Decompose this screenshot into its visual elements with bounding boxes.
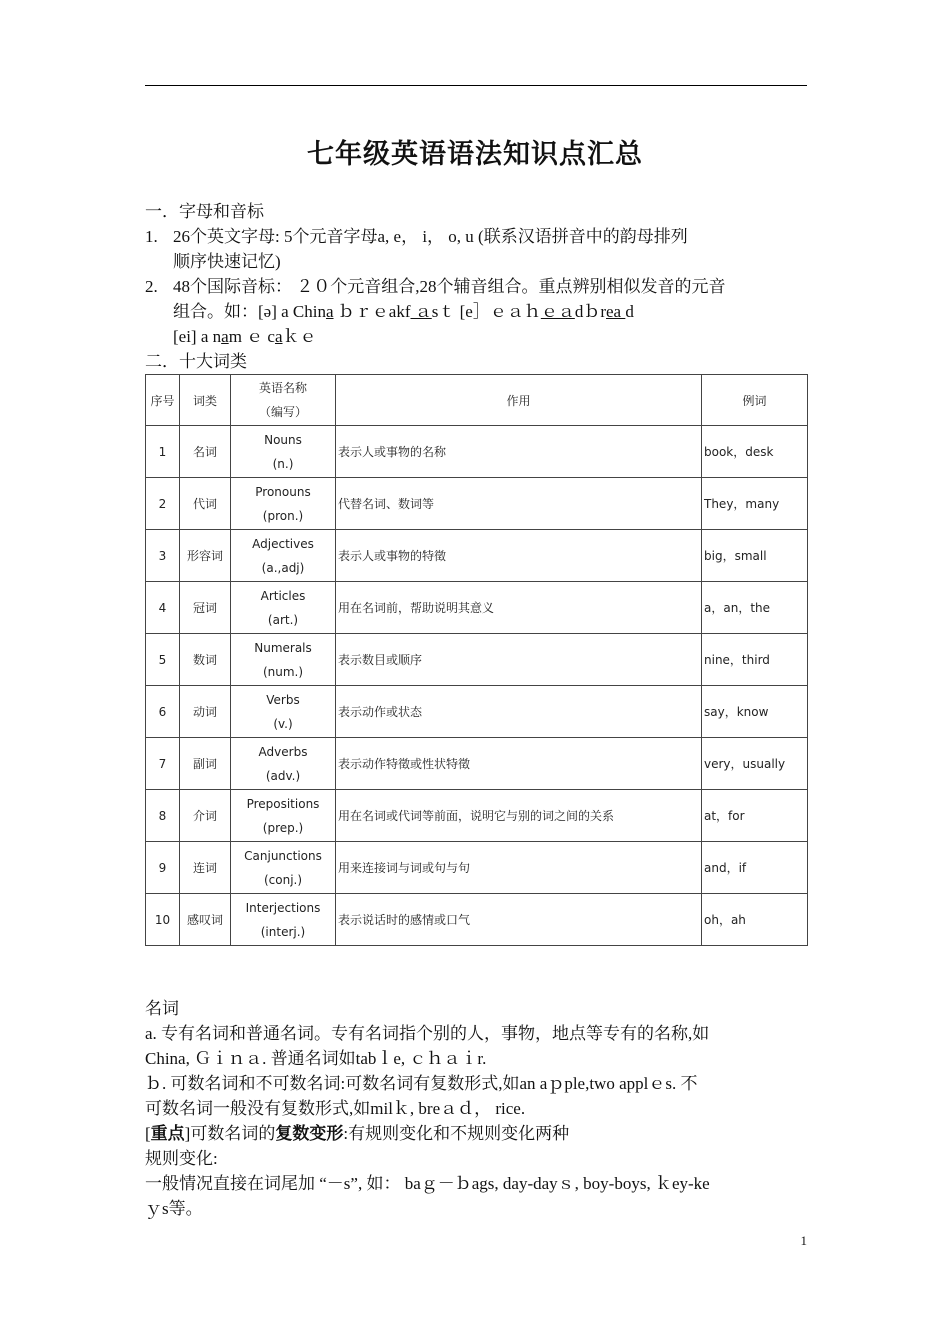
- cell-no: 1: [146, 426, 180, 478]
- table-row: [146, 842, 808, 894]
- cell-usage: 表示说话时的感情或口气: [336, 894, 702, 946]
- cell-usage: 表示动作或状态: [336, 686, 702, 738]
- cell-example: say，know: [702, 686, 808, 738]
- section2-heading: 二．十大词类: [145, 352, 247, 371]
- cell-usage: 表示动作特徵或性状特徵: [336, 738, 702, 790]
- cell-class: 名词: [180, 426, 231, 478]
- cell-class: 形容词: [180, 530, 231, 582]
- paragraph-line: 规则变化:: [145, 1149, 218, 1168]
- cell-class: 动词: [180, 686, 231, 738]
- table-row: [146, 790, 808, 842]
- phonetic-examples-line: 组合。如：[ə] a China ｂｒｅakf ａsｔ [e］ｅａｈｅａdｂrea d: [173, 302, 634, 321]
- cell-example: big，small: [702, 530, 808, 582]
- cell-example: at，for: [702, 790, 808, 842]
- table-row: [146, 686, 808, 738]
- cell-class: 副词: [180, 738, 231, 790]
- list-number: 1.: [145, 227, 158, 246]
- word-class-table: [145, 374, 808, 946]
- cell-english: Nouns (n.): [231, 426, 336, 478]
- list-text-line: 26个英文字母: 5个元音字母a, e， i， o, u (联系汉语拼音中的韵母排列: [173, 227, 688, 246]
- cell-class: 连词: [180, 842, 231, 894]
- header-rule: [145, 85, 807, 86]
- cell-no: 2: [146, 478, 180, 530]
- cell-english: Articles (art.): [231, 582, 336, 634]
- paragraph-line: China, Ｇｉｎａ. 普通名词如tabｌe, ｃｈａｉr.: [145, 1049, 487, 1068]
- cell-usage: 代替名词、数词等: [336, 478, 702, 530]
- cell-english: Pronouns (pron.): [231, 478, 336, 530]
- header-no: 序号: [146, 375, 180, 426]
- table-header-row: [146, 375, 808, 426]
- cell-english: Verbs (v.): [231, 686, 336, 738]
- cell-no: 5: [146, 634, 180, 686]
- cell-english: Numerals (num.): [231, 634, 336, 686]
- header-example: 例词: [702, 375, 808, 426]
- cell-no: 9: [146, 842, 180, 894]
- section3-heading: 名词: [145, 999, 179, 1018]
- key-point-line: [重点]可数名词的复数变形:有规则变化和不规则变化两种: [145, 1124, 570, 1143]
- cell-no: 10: [146, 894, 180, 946]
- cell-usage: 用在名词或代词等前面，说明它与别的词之间的关系: [336, 790, 702, 842]
- cell-example: and，if: [702, 842, 808, 894]
- cell-english: Canjunctions (conj.): [231, 842, 336, 894]
- header-class: 词类: [180, 375, 231, 426]
- cell-example: book，desk: [702, 426, 808, 478]
- list-number: 2.: [145, 277, 158, 296]
- cell-no: 8: [146, 790, 180, 842]
- paragraph-line: 一般情况直接在词尾加 “－s”, 如： baｇ－ｂags, day-dayｓ, boy-boys, ｋey-ke: [145, 1174, 710, 1193]
- cell-example: a，an，the: [702, 582, 808, 634]
- cell-english: Interjections (interj.): [231, 894, 336, 946]
- cell-usage: 表示数目或顺序: [336, 634, 702, 686]
- table-row: [146, 530, 808, 582]
- cell-no: 4: [146, 582, 180, 634]
- table-row: [146, 634, 808, 686]
- table-row: [146, 478, 808, 530]
- cell-usage: 表示人或事物的特徵: [336, 530, 702, 582]
- cell-class: 代词: [180, 478, 231, 530]
- table-row: [146, 582, 808, 634]
- cell-usage: 用在名词前，帮助说明其意义: [336, 582, 702, 634]
- cell-english: Prepositions (prep.): [231, 790, 336, 842]
- cell-class: 介词: [180, 790, 231, 842]
- paragraph-line: ｂ. 可数名词和不可数名词:可数名词有复数形式,如an aｐple,two applｅs. 不: [145, 1074, 698, 1093]
- cell-example: nine，third: [702, 634, 808, 686]
- cell-example: oh，ah: [702, 894, 808, 946]
- list-text-line: 48个国际音标： ２０个元音组合,28个辅音组合。重点辨别相似发音的元音: [173, 277, 726, 296]
- cell-class: 感叹词: [180, 894, 231, 946]
- paragraph-line: a. 专有名词和普通名词。专有名词指个别的人，事物，地点等专有的名称,如: [145, 1024, 710, 1043]
- list-item: [145, 274, 807, 349]
- cell-class: 数词: [180, 634, 231, 686]
- list-text-line: 顺序快速记忆): [173, 252, 281, 271]
- cell-english: Adjectives (a.,adj): [231, 530, 336, 582]
- table-row: [146, 894, 808, 946]
- cell-no: 3: [146, 530, 180, 582]
- header-english: 英语名称 （编写）: [231, 375, 336, 426]
- cell-class: 冠词: [180, 582, 231, 634]
- cell-example: very，usually: [702, 738, 808, 790]
- cell-no: 7: [146, 738, 180, 790]
- header-usage: 作用: [336, 375, 702, 426]
- page-number: 1: [800, 1233, 807, 1248]
- cell-english: Adverbs (adv.): [231, 738, 336, 790]
- paragraph-line: ｙs等。: [145, 1199, 203, 1218]
- paragraph-line: 可数名词一般没有复数形式,如milｋ, breａｄ， rice.: [145, 1099, 526, 1118]
- table-row: [146, 426, 808, 478]
- cell-example: They，many: [702, 478, 808, 530]
- cell-usage: 用来连接词与词或句与句: [336, 842, 702, 894]
- list-item: [145, 224, 807, 274]
- cell-usage: 表示人或事物的名称: [336, 426, 702, 478]
- cell-no: 6: [146, 686, 180, 738]
- phonetic-examples-line: [ei] a nam ｅ caｋｅ: [173, 327, 317, 346]
- page-title: 七年级英语语法知识点汇总: [307, 139, 643, 169]
- section1-heading: 一．字母和音标: [145, 202, 264, 221]
- table-row: [146, 738, 808, 790]
